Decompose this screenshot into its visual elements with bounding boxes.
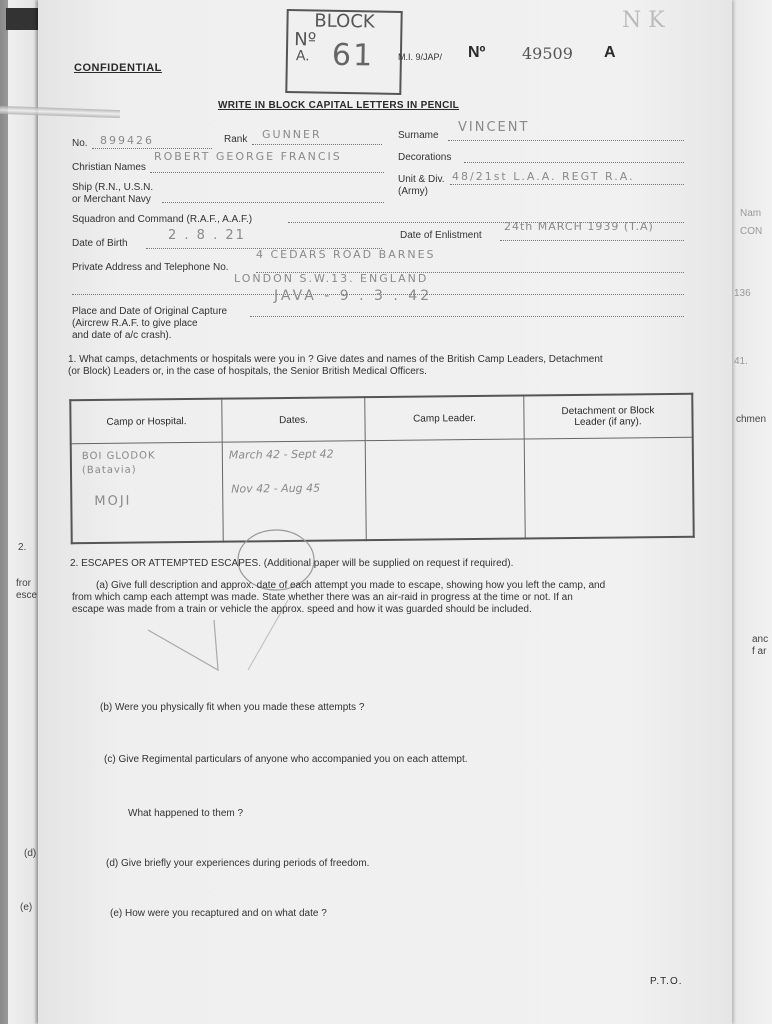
unit-label-line1: Unit & Div. — [398, 174, 445, 185]
serial-number: 49509 — [522, 44, 573, 63]
cell-detachment-leader — [524, 437, 694, 538]
margin-fragment: (e) — [20, 902, 33, 913]
squadron-label: Squadron and Command (R.A.F., A.A.F.) — [72, 214, 253, 225]
col-detachment-leader: Detachment or Block Leader (if any). — [524, 394, 693, 439]
cell-camp-leader — [365, 439, 525, 540]
camp-entry-1: BOI GLODOK (Batavia) — [81, 450, 156, 477]
stamp-a-text: A. — [295, 48, 310, 65]
rank-value: GUNNER — [262, 128, 322, 141]
question-2b: (b) Were you physically fit when you made these attempts ? — [100, 702, 365, 713]
number-label: Nº — [468, 44, 486, 61]
margin-fragment: 136 — [734, 288, 751, 299]
question-2c: (c) Give Regimental particulars of anyone who accompanied you on each attempt. — [104, 754, 468, 765]
corner-initials: N K — [622, 8, 665, 33]
address-line1: 4 CEDARS ROAD BARNES — [256, 248, 436, 261]
col-dates: Dates. — [222, 397, 365, 442]
capture-label-line2: (Aircrew R.A.F. to give place — [72, 318, 198, 329]
block-stamp — [285, 9, 402, 95]
stamp-no-text: Nº — [294, 29, 317, 51]
question-2e: (e) How were you recaptured and on what date ? — [110, 908, 327, 919]
margin-fragment: Nam — [740, 208, 762, 219]
capture-label-line1: Place and Date of Original Capture — [72, 306, 228, 317]
christian-names-label: Christian Names — [72, 162, 146, 173]
form-reference: M.I. 9/JAP/ — [398, 52, 443, 62]
col-camp: Camp or Hospital. — [70, 399, 222, 444]
confidential-label: CONFIDENTIAL — [74, 62, 162, 74]
no-label: No. — [72, 138, 88, 149]
pto-label: P.T.O. — [650, 976, 683, 987]
dob-value: 2 . 8 . 21 — [168, 228, 246, 243]
unit-label-line2: (Army) — [398, 186, 428, 197]
margin-fragment: esce — [16, 590, 38, 601]
question-2a-line3: escape was made from a train or vehicle the approx. speed and how it was guarded should be included. — [72, 604, 532, 615]
unit-value: 48/21st L.A.A. REGT R.A. — [452, 170, 635, 183]
margin-fragment: 2. — [18, 542, 27, 553]
capture-value: JAVA - 9 . 3 . 42 — [274, 288, 433, 304]
question-2a-line2: from which camp each attempt was made. State whether there was an air-raid in progress at the time or not. If an — [72, 592, 573, 603]
decorations-label: Decorations — [398, 152, 452, 163]
capture-label-line3: and date of a/c crash). — [72, 330, 172, 341]
margin-fragment: f ar — [752, 646, 767, 657]
camp-entry-2: MOJI — [94, 493, 132, 510]
question-2c-sub: What happened to them ? — [128, 808, 244, 819]
question-2d: (d) Give briefly your experiences during periods of freedom. — [106, 858, 370, 869]
surname-label: Surname — [398, 130, 439, 141]
enlistment-value: 24th MARCH 1939 (T.A) — [504, 220, 654, 233]
stamp-number: 61 — [331, 37, 375, 74]
question-2-heading: 2. ESCAPES OR ATTEMPTED ESCAPES. (Additional paper will be supplied on request if required). — [70, 558, 514, 569]
question-1-line1: 1. What camps, detachments or hospitals were you in ? Give dates and names of the British Camp Leaders, Detachment — [68, 354, 603, 365]
form-sheet — [38, 0, 732, 1024]
question-2a-line1: (a) Give full description and approx. date of each attempt you made to escape, showing how you left the camp, and — [96, 580, 606, 591]
dob-label: Date of Birth — [72, 238, 128, 249]
surname-value: VINCENT — [458, 120, 530, 135]
stamp-block-text: BLOCK — [314, 10, 375, 33]
margin-fragment: fror — [16, 578, 31, 589]
ship-label-line2: or Merchant Navy — [72, 194, 151, 205]
dates-entry-1: March 42 - Sept 42 — [228, 447, 334, 462]
rank-label: Rank — [224, 134, 248, 145]
christian-names-value: ROBERT GEORGE FRANCIS — [154, 150, 342, 163]
margin-fragment: CON — [740, 226, 763, 237]
instruction-heading: WRITE IN BLOCK CAPITAL LETTERS IN PENCIL — [218, 100, 460, 111]
margin-fragment: (d) — [24, 848, 37, 859]
address-label: Private Address and Telephone No. — [72, 262, 229, 273]
camps-table-header — [70, 394, 692, 444]
col-camp-leader: Camp Leader. — [365, 396, 524, 441]
margin-fragment: anc — [752, 634, 769, 645]
margin-fragment: chmen — [736, 414, 767, 425]
service-number-value: 899426 — [100, 134, 154, 147]
serial-suffix: A — [604, 44, 616, 61]
dates-entry-2: Nov 42 - Aug 45 — [231, 481, 321, 496]
ship-label-line1: Ship (R.N., U.S.N. — [72, 182, 154, 193]
question-1-line2: (or Block) Leaders or, in the case of hospitals, the Senior British Medical Officers. — [68, 366, 427, 377]
enlistment-label: Date of Enlistment — [400, 230, 482, 241]
margin-fragment: 41. — [734, 356, 748, 367]
address-line2: LONDON S.W.13. ENGLAND — [234, 272, 429, 285]
